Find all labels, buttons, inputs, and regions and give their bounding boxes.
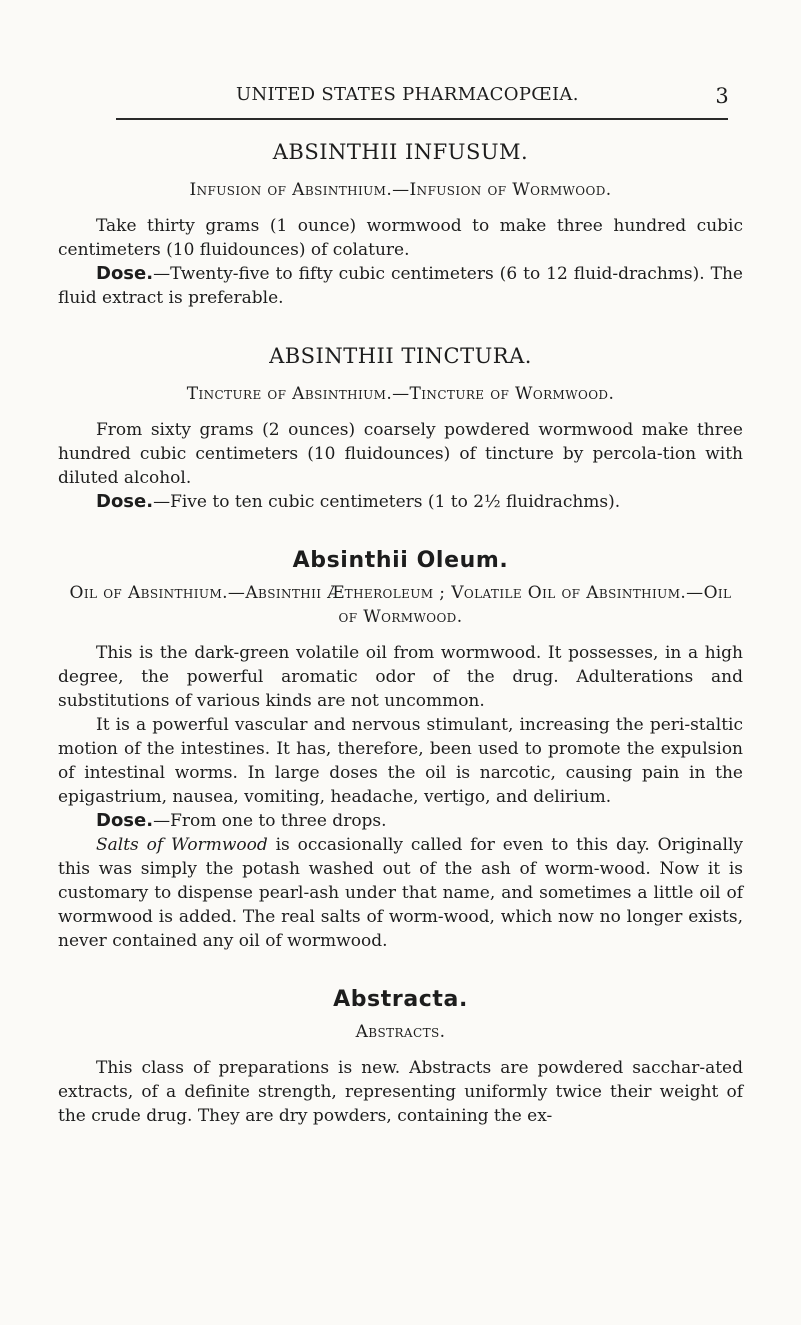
section-abstracta [58,987,743,1128]
running-header [58,84,743,110]
dose-paragraph [58,809,743,833]
section-subtitle: Abstracts. [355,1022,446,1042]
section-subtitle: Tincture of Absinthium.—Tincture of Wormwood. [186,384,615,404]
salts-paragraph [58,833,743,953]
section-title: ABSINTHII INFUSUM. [272,140,529,164]
paragraph: Take thirty grams (1 ounce) wormwood to make three hundred cubic centimeters (10 fluidounces) of colature. [58,216,743,260]
dose-label: Dose. [96,491,154,512]
salts-label: Salts of Wormwood [96,835,268,855]
dose-label: Dose. [96,263,154,284]
salts-text: is occasionally called for even to this day. Originally this was simply the potash washed out of the ash of worm-wood. Now it is customary to dispense pearl-ash under that name, and sometimes a little oil of wormwood is added. The real salts of worm-wood, which now no longer exists, never contained any oil of wormwood. [58,835,743,951]
dose-text: —Twenty-five to fifty cubic centimeters (6 to 12 fluid-drachms). The fluid extract is preferable. [58,264,743,308]
dose-text: —Five to ten cubic centimeters (1 to 2½ fluidrachms). [153,492,621,512]
section-title: Absinthii Oleum. [292,548,509,573]
section-infusum [58,140,743,310]
page-content [58,140,743,1128]
paragraph: It is a powerful vascular and nervous stimulant, increasing the peri-staltic motion of the intestines. It has, therefore, been used to promote the expulsion of intestinal worms. In large doses the oil is narcotic, causing pain in the epigastrium, nausea, vomiting, headache, vertigo, and delirium. [58,715,743,807]
paragraph: From sixty grams (2 ounces) coarsely powdered wormwood make three hundred cubic centimeters (10 fluidounces) of tincture by percola-tion with diluted alcohol. [58,420,743,488]
dose-text: —From one to three drops. [153,811,387,831]
dose-paragraph [58,262,743,310]
dose-label: Dose. [96,810,154,831]
paragraph: This class of preparations is new. Abstracts are powdered sacchar-ated extracts, of a definite strength, representing uniformly twice their weight of the crude drug. They are dry powders, containing the ex- [58,1058,743,1126]
section-title: Abstracta. [333,987,468,1012]
dose-paragraph [58,490,743,514]
section-subtitle: Infusion of Absinthium.—Infusion of Wormwood. [189,180,612,200]
section-subtitle: Oil of Absinthium.—Absinthii Ætheroleum ; Volatile Oil of Absinthium.—Oil of Wormwood. [69,583,732,627]
header-rule [116,118,728,120]
section-oleum [58,548,743,953]
section-tinctura [58,344,743,514]
page-number: 3 [715,84,729,108]
running-title: UNITED STATES PHARMACOPŒIA. [236,84,579,105]
section-title: ABSINTHII TINCTURA. [269,344,532,368]
paragraph: This is the dark-green volatile oil from wormwood. It possesses, in a high degree, the powerful aromatic odor of the drug. Adulterations and substitutions of various kinds are not uncommon. [58,643,743,711]
